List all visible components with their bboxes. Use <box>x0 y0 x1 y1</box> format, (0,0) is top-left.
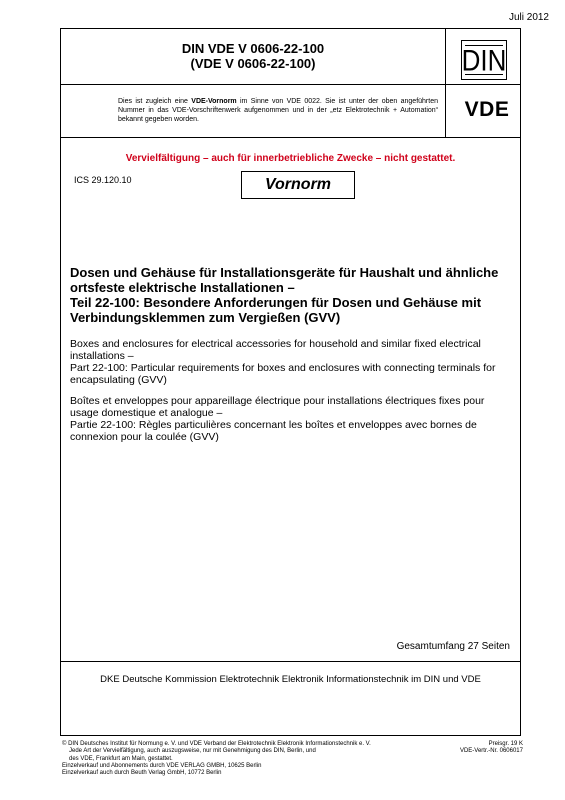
vde-notice: Dies ist zugleich eine VDE-Vornorm im Sinne von VDE 0022. Sie ist unter der oben angeführten Nummer in das VDE-Vorschriftenwerk aufgenommen und in der „etz Elektrotechnik + Automation“ bekannt gegeben worden. <box>118 98 438 123</box>
standard-number <box>61 41 445 71</box>
document-type: Vornorm <box>264 176 332 193</box>
title-french: Boîtes et enveloppes pour appareillage électrique pour installations électriques fixes pour usage domestique et analogue – Partie 22-100: Règles particulières concernant les boîtes et enveloppes avec bornes de connexion pour la coulée (GVV) <box>70 395 485 443</box>
din-logo-text: DIN <box>461 42 507 78</box>
ics-code: ICS 29.120.10 <box>74 175 132 185</box>
din-logo <box>461 40 507 80</box>
title-english: Boxes and enclosures for electrical accessories for household and similar fixed electrical installations – Part 22-100: Particular requirements for boxes and enclosures with connecting terminals for encapsulating (GVV) <box>70 338 496 386</box>
title-german: Dosen und Gehäuse für Installationsgeräte für Haushalt und ähnliche ortsfeste elektrische Installationen – Teil 22-100: Besondere Anforderungen für Dosen und Gehäuse mit Verbindungsklemmen zum Vergießen (GVV) <box>70 265 499 325</box>
dke-line: DKE Deutsche Kommission Elektrotechnik Elektronik Informationstechnik im DIN und VDE <box>100 674 481 685</box>
vde-logo: VDE <box>464 98 510 121</box>
price-info <box>460 741 523 756</box>
vde-order-number: VDE-Vertr.-Nr. 0606017 <box>459 748 523 755</box>
header-divider <box>61 84 520 85</box>
copy-warning: Vervielfältigung – auch für innerbetriebliche Zwecke – nicht gestattet. <box>125 153 456 164</box>
document-type-box <box>241 171 355 199</box>
publication-date: Juli 2012 <box>508 12 549 23</box>
standard-number-line2: (VDE V 0606-22-100) <box>190 56 316 71</box>
price-group: Preisgr. 19 K <box>488 741 523 747</box>
copyright-notice: © DIN Deutsches Institut für Normung e. V. und VDE Verband der Elektrotechnik Elektronik Informationstechnik e. V. Jede Art der Vervielfältigung, auch auszugsweise, nur mit Genehmigung des DIN, Berlin, und des VDE, Frankfurt am Main, gestattet. Einzelverkauf und Abonnements durch VDE VERLAG GMBH, 10625 Berlin Einzelverkauf auch durch Beuth Verlag GmbH, 10772 Berlin <box>62 741 371 777</box>
total-pages: Gesamtumfang 27 Seiten <box>396 641 510 652</box>
notice-divider <box>61 137 520 138</box>
standard-number-line1: DIN VDE V 0606-22-100 <box>181 41 325 56</box>
pages-divider <box>61 661 520 662</box>
logo-column-divider <box>445 29 446 137</box>
cover-frame <box>60 28 521 736</box>
